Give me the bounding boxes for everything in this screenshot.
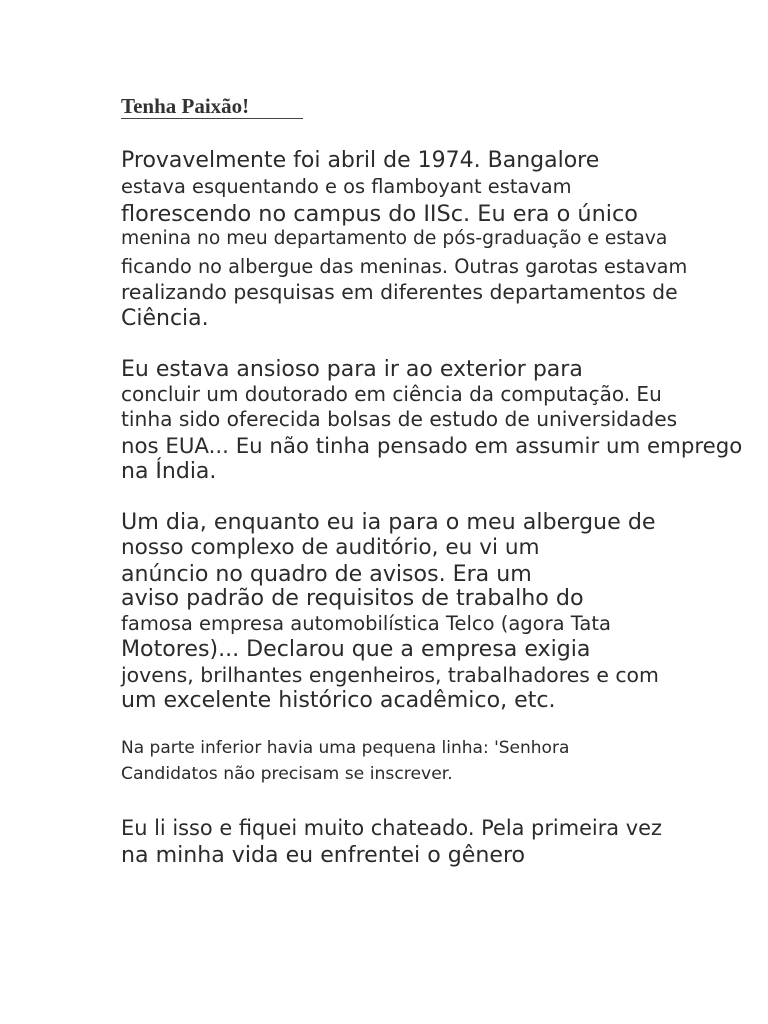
text-line: na Índia.	[121, 459, 217, 484]
text-line: nosso complexo de auditório, eu vi um	[121, 535, 540, 560]
document-title: Tenha Paixão!	[121, 94, 250, 118]
text-line: estava esquentando e os flamboyant estavam	[121, 175, 572, 198]
text-line: aviso padrão de requisitos de trabalho do	[121, 585, 584, 611]
text-line: Candidatos não precisam se inscrever.	[121, 764, 453, 784]
text-line: nos EUA... Eu não tinha pensado em assumir um emprego	[121, 434, 743, 459]
text-line: anúncio no quadro de avisos. Era um	[121, 561, 532, 587]
text-line: menina no meu departamento de pós-graduação e estava	[121, 228, 668, 249]
text-line: jovens, brilhantes engenheiros, trabalhadores e com	[121, 663, 659, 687]
text-line: Um dia, enquanto eu ia para o meu albergue de	[121, 509, 656, 535]
text-line: concluir um doutorado em ciência da computação. Eu	[121, 382, 662, 406]
text-line: Ciência.	[121, 306, 209, 331]
text-line: Eu li isso e fiquei muito chateado. Pela primeira vez	[121, 816, 662, 840]
text-line: Na parte inferior havia uma pequena linha: 'Senhora	[121, 738, 570, 758]
text-line: famosa empresa automobilística Telco (agora Tata	[121, 612, 611, 635]
text-line: na minha vida eu enfrentei o gênero	[121, 842, 526, 868]
text-line: um excelente histórico acadêmico, etc.	[121, 687, 556, 713]
title-underline	[121, 118, 303, 119]
text-line: realizando pesquisas em diferentes departamentos de	[121, 280, 678, 304]
text-line: Motores)... Declarou que a empresa exigia	[121, 636, 591, 662]
text-line: ficando no albergue das meninas. Outras garotas estavam	[121, 255, 688, 278]
text-line: tinha sido oferecida bolsas de estudo de universidades	[121, 407, 678, 431]
text-line: florescendo no campus do IISc. Eu era o único	[121, 201, 638, 227]
text-line: Eu estava ansioso para ir ao exterior para	[121, 357, 583, 382]
text-line: Provavelmente foi abril de 1974. Bangalore	[121, 148, 600, 173]
